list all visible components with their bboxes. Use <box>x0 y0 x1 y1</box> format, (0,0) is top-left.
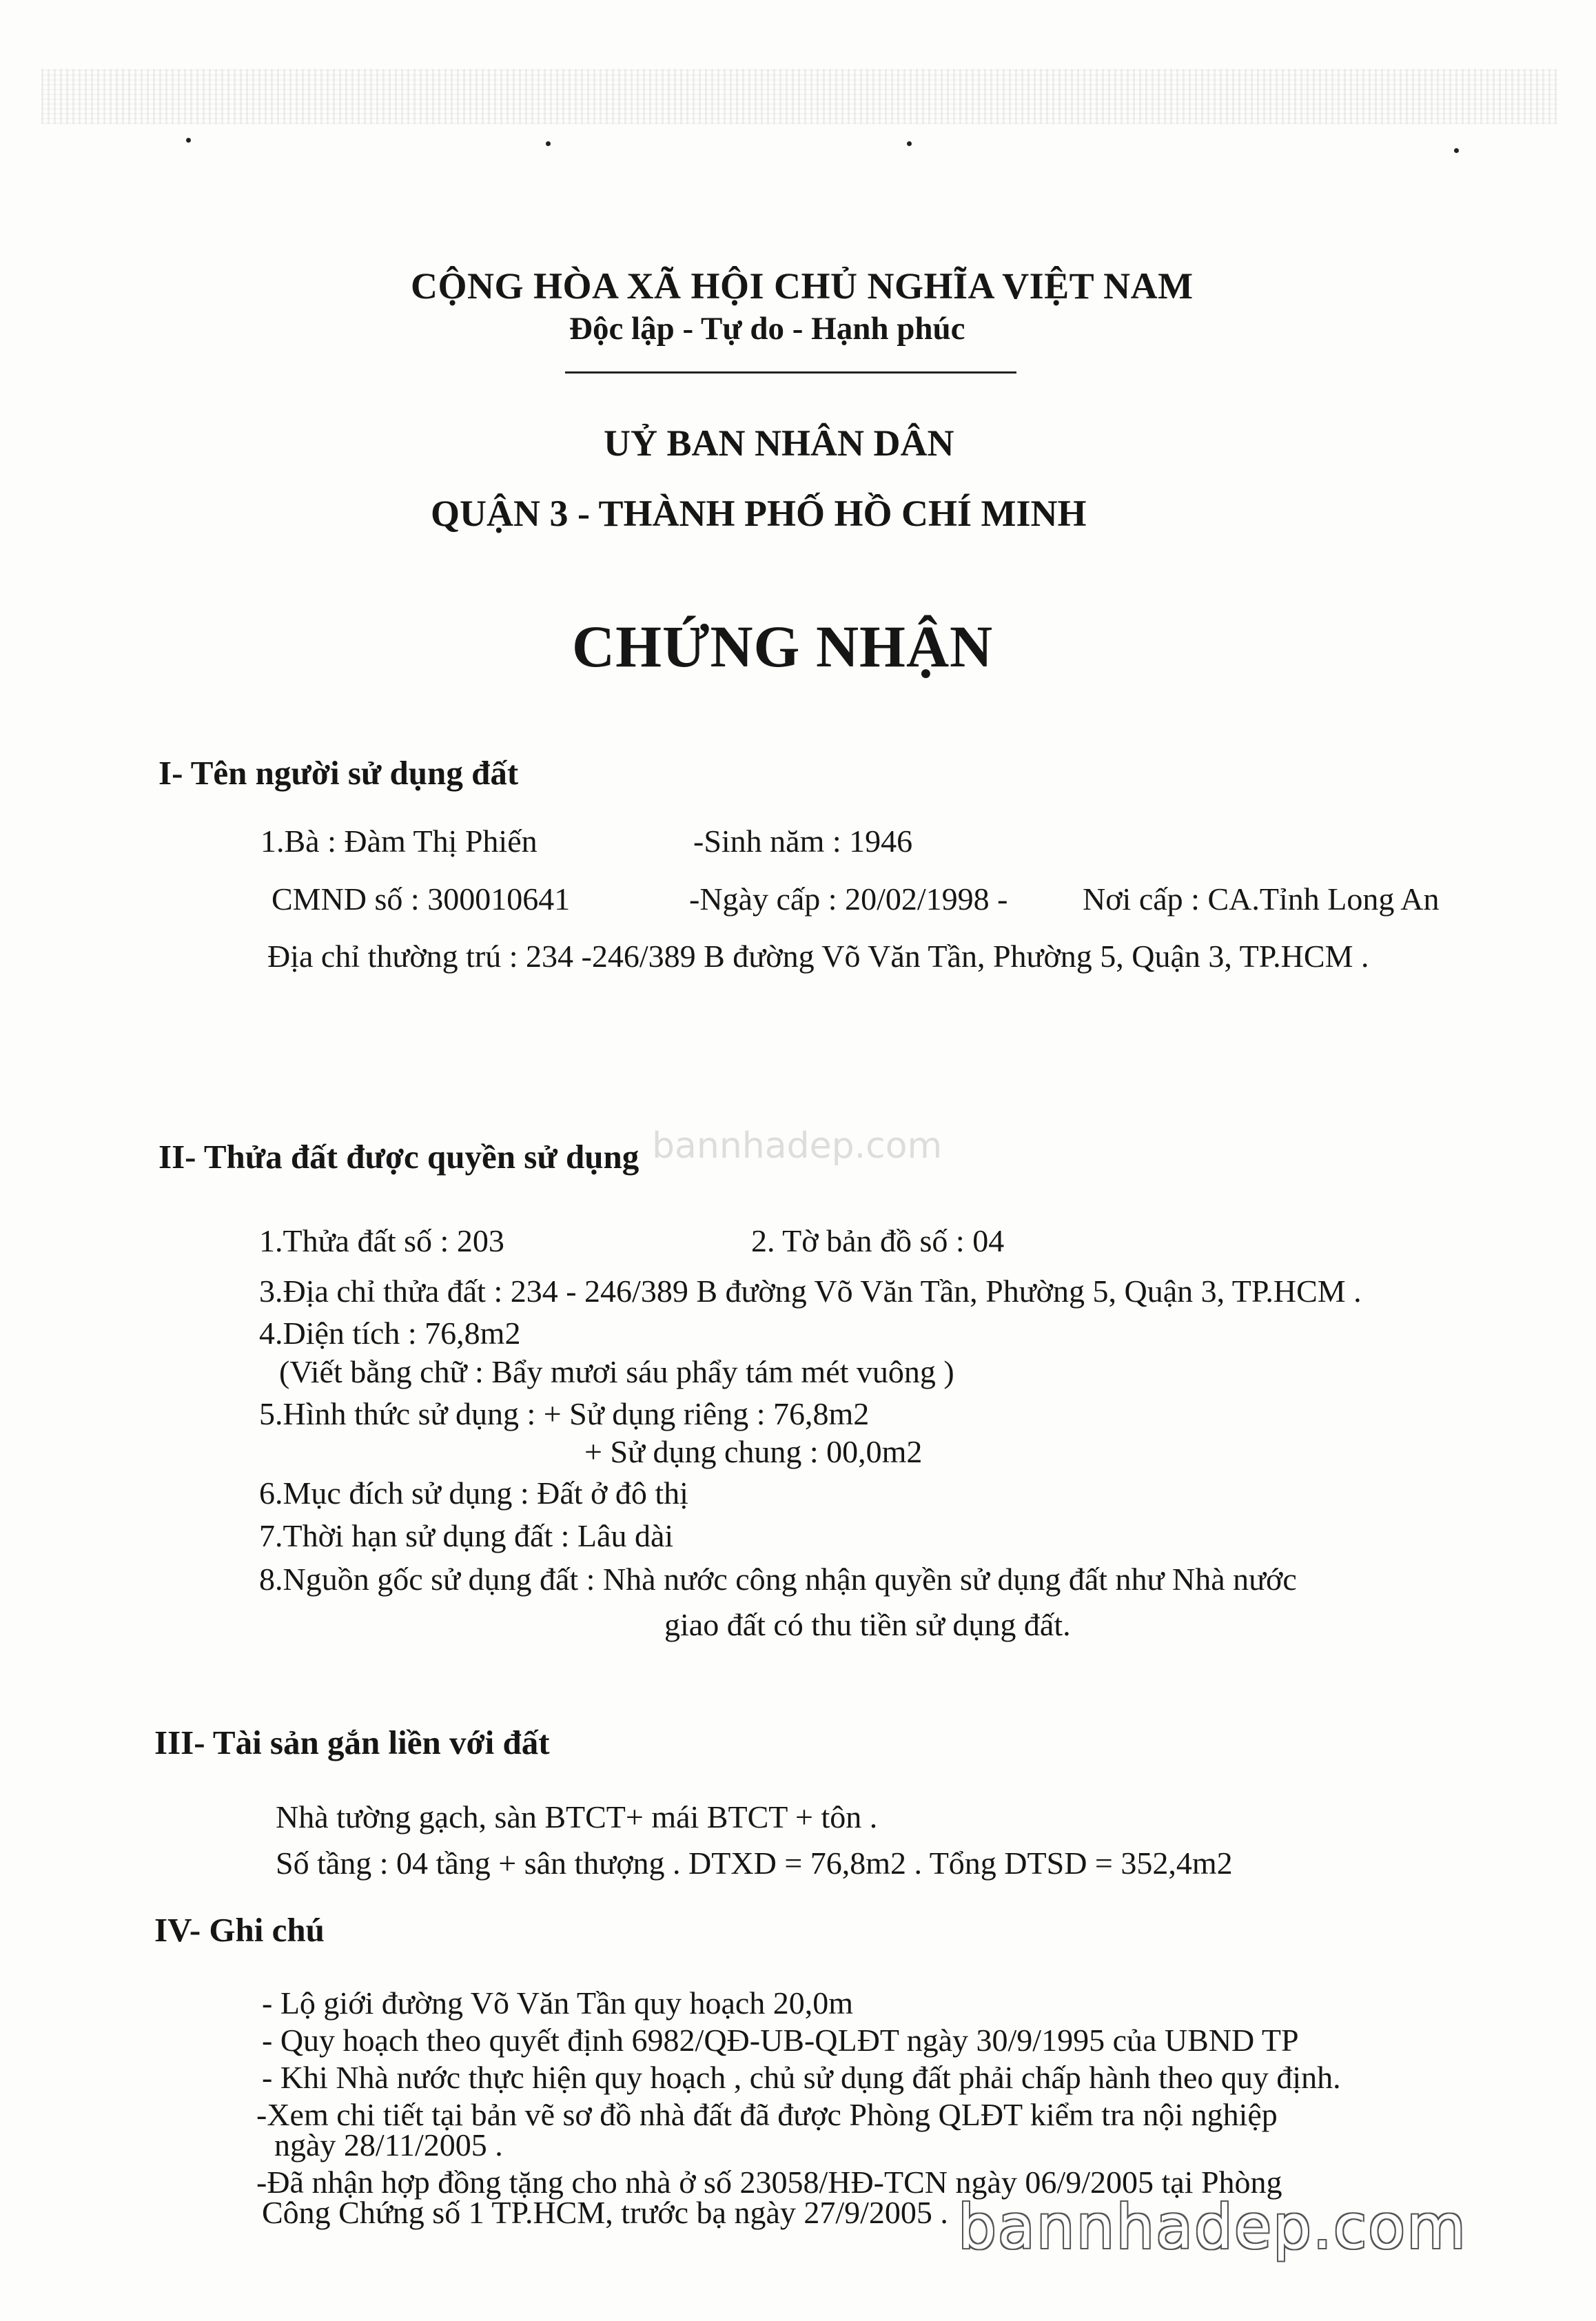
section4-heading: IV- Ghi chú <box>154 1911 325 1949</box>
section3-heading: III- Tài sản gắn liền với đất <box>154 1724 550 1761</box>
usage-form-shared: + Sử dụng chung : 00,0m2 <box>584 1434 923 1469</box>
usage-term: 7.Thời hạn sử dụng đất : Lâu dài <box>259 1518 674 1553</box>
parcel-number: 1.Thửa đất số : 203 <box>259 1223 504 1258</box>
land-origin-line1: 8.Nguồn gốc sử dụng đất : Nhà nước công nhận quyền sử dụng đất như Nhà nước <box>259 1562 1297 1597</box>
note-item: -Đã nhận hợp đồng tặng cho nhà ở số 23058/HĐ-TCN ngày 06/9/2005 tại Phòng <box>256 2165 1282 2200</box>
usage-form-private: 5.Hình thức sử dụng : + Sử dụng riêng : 76,8m2 <box>259 1396 870 1431</box>
map-sheet-number: 2. Tờ bản đồ số : 04 <box>751 1223 1005 1258</box>
district-name: QUẬN 3 - THÀNH PHỐ HỒ CHÍ MINH <box>431 493 1087 534</box>
section2-heading: II- Thửa đất được quyền sử dụng <box>158 1138 640 1176</box>
scan-speck <box>186 138 191 143</box>
header-divider <box>565 371 1016 374</box>
country-name: CỘNG HÒA XÃ HỘI CHỦ NGHĨA VIỆT NAM <box>411 265 1194 307</box>
land-area: 4.Diện tích : 76,8m2 <box>259 1316 521 1351</box>
authority-name: UỶ BAN NHÂN DÂN <box>604 422 954 464</box>
note-item: - Quy hoạch theo quyết định 6982/QĐ-UB-QLĐT ngày 30/9/1995 của UBND TP <box>262 2023 1299 2058</box>
owner-name: 1.Bà : Đàm Thị Phiến <box>260 824 538 859</box>
land-area-words: (Viết bằng chữ : Bẩy mươi sáu phẩy tám mét vuông ) <box>279 1354 954 1389</box>
scan-speck <box>546 141 551 146</box>
watermark-faint: bannhadep.com <box>652 1125 943 1167</box>
scan-edge-noise <box>41 69 1557 124</box>
document-title: CHỨNG NHẬN <box>572 613 994 679</box>
usage-purpose: 6.Mục đích sử dụng : Đất ở đô thị <box>259 1475 688 1511</box>
watermark-main: bannhadep.com <box>958 2191 1467 2262</box>
section1-heading: I- Tên người sử dụng đất <box>158 754 519 792</box>
national-motto: Độc lập - Tự do - Hạnh phúc <box>569 311 965 347</box>
note-item: - Khi Nhà nước thực hiện quy hoạch , chủ sử dụng đất phải chấp hành theo quy định. <box>262 2060 1341 2095</box>
note-item: - Lộ giới đường Võ Văn Tần quy hoạch 20,0m <box>262 1985 854 2021</box>
id-number: CMND số : 300010641 <box>272 881 571 917</box>
issue-place: Nơi cấp : CA.Tỉnh Long An <box>1083 881 1440 917</box>
birth-year: -Sinh năm : 1946 <box>693 824 913 859</box>
note-item: ngày 28/11/2005 . <box>274 2127 503 2162</box>
scan-speck <box>1454 148 1459 153</box>
permanent-address: Địa chỉ thường trú : 234 -246/389 B đường Võ Văn Tần, Phường 5, Quận 3, TP.HCM . <box>267 939 1369 974</box>
property-structure: Nhà tường gạch, sàn BTCT+ mái BTCT + tôn . <box>276 1799 878 1834</box>
scan-speck <box>907 141 912 146</box>
note-item: Công Chứng số 1 TP.HCM, trước bạ ngày 27/9/2005 . <box>262 2195 948 2230</box>
note-item: -Xem chi tiết tại bản vẽ sơ đồ nhà đất đã được Phòng QLĐT kiểm tra nội nghiệp <box>256 2097 1278 2132</box>
land-origin-line2: giao đất có thu tiền sử dụng đất. <box>664 1607 1071 1642</box>
parcel-address: 3.Địa chỉ thửa đất : 234 - 246/389 B đường Võ Văn Tần, Phường 5, Quận 3, TP.HCM . <box>259 1274 1362 1309</box>
issue-date: -Ngày cấp : 20/02/1998 - <box>689 881 1008 917</box>
property-floors: Số tầng : 04 tầng + sân thượng . DTXD = 76,8m2 . Tổng DTSD = 352,4m2 <box>276 1845 1233 1881</box>
